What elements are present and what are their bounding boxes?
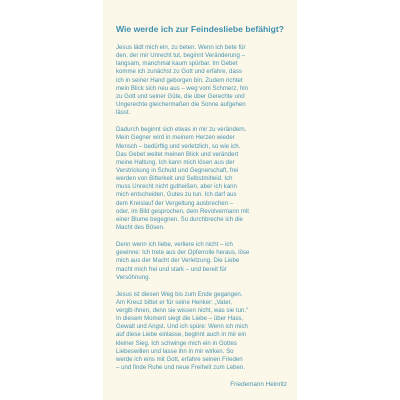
- article-heading: Wie werde ich zur Feindesliebe befähigt?: [116, 24, 285, 34]
- article-paragraph-4: Jesus ist diesen Weg bis zum Ende gegangen. Am Kreuz bittet er für seine Henker: „Vater, vergib ihnen, denn sie wissen nicht, was sie tun.“ In diesem Moment siegt die Liebe – über Hass, Gewalt und Angst. Und ich spüre: Wenn ich mich auf diese Liebe einlasse, beginnt auch in mir ein kleiner Sieg. Ich schwinge mich ein in Gottes Liebeswillen und lasse ihn in mir wirken. So werde ich eins mit Gott, erfahre seinen Frieden – und finde Ruhe und neue Freiheit zum Leben.: [116, 291, 249, 372]
- article-paragraph-1: Jesus lädt mich ein, zu beten. Wenn ich bete für den, der mir Unrecht tut, beginnt Veränderung – langsam, manchmal kaum spürbar. Im Gebet komme ich zunächst zu Gott und erfahre, dass ich in seiner Hand geborgen bin. Zudem richtet mein Blick sich neu aus – weg vom Schmerz, hin zu Gott und seiner Güte, die über Gerechte und Ungerechte gleichermaßen die Sonne aufgehen lässt.: [116, 45, 248, 117]
- article-paragraph-3: Denn wenn ich liebe, verliere ich nicht – ich gewinne: Ich trete aus der Opferrolle heraus, löse mich aus der Macht der Verletzung. Die Liebe macht mich frei und stark – und bereit für Versöhnung.: [116, 242, 250, 281]
- document-page: [103, 0, 297, 400]
- article-paragraph-2: Dadurch beginnt sich etwas in mir zu verändern. Mein Gegner wird in meinem Herzen wieder Mensch – bedürftig und verletzlich, so wie ich. Das Gebet weitet meinen Blick und verändert meine Haltung. Ich kann mich lösen aus der Verstrickung in Schuld und Gegnerschaft, frei werden von Bitterkeit und Selbstmitleid. Ich muss Unrecht nicht gutheißen, aber ich kann mich entscheiden, Gutes zu tun. Ich darf aus dem Kreislauf der Vergeltung ausbrechen – oder, im Bild gesprochen, dem Revolvermann mit einer Blume begegnen. So durchbreche ich die Macht des Bösen.: [116, 127, 250, 232]
- author-signature: Friedemann Heinritz: [230, 380, 287, 388]
